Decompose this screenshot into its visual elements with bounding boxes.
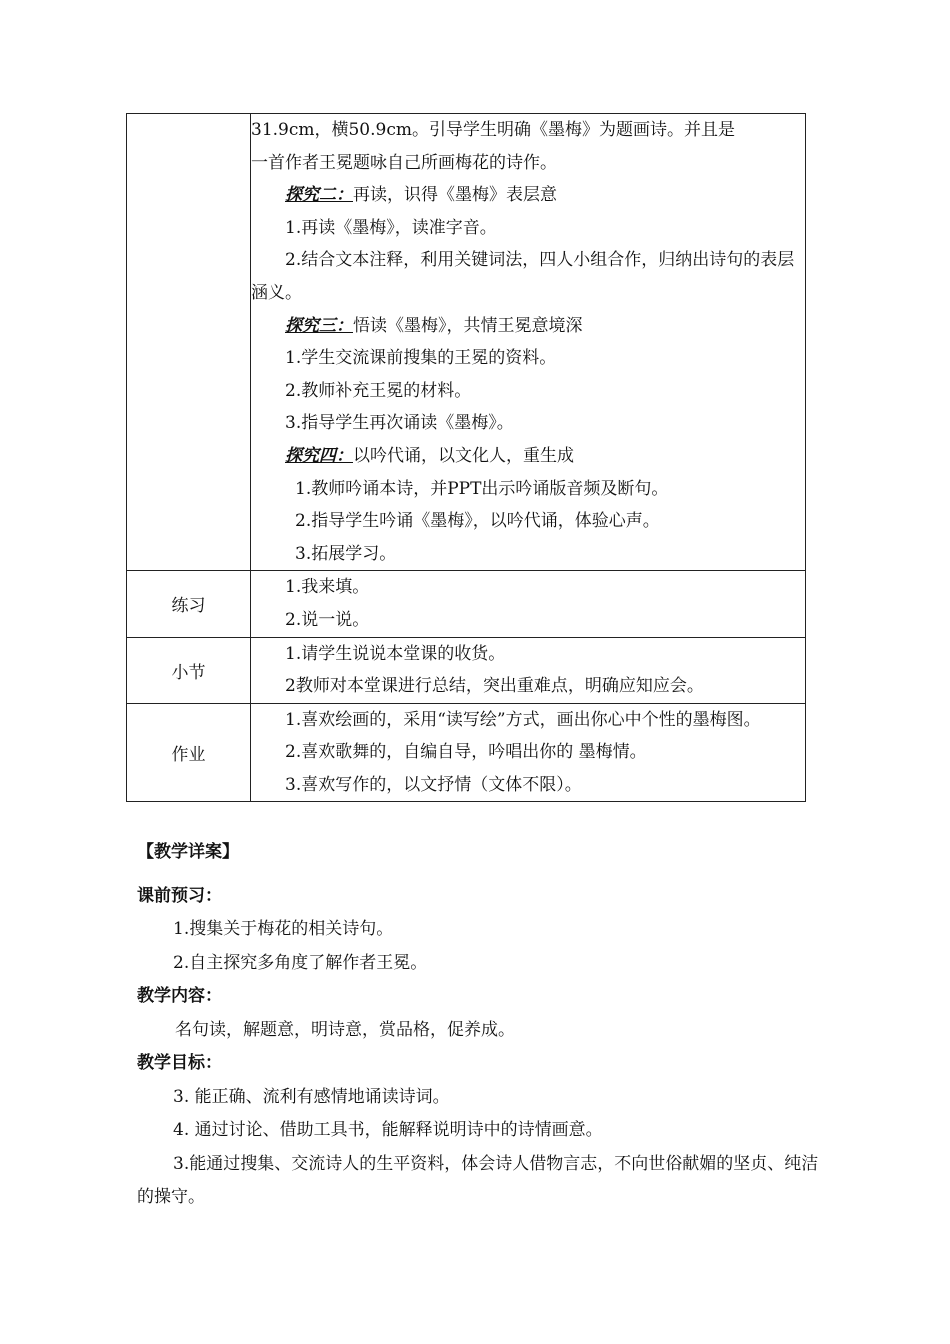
- table-row: [127, 637, 806, 703]
- preview-heading: 课前预习：: [137, 885, 222, 906]
- text-line: 4. 通过讨论、借助工具书，能解释说明诗中的诗情画意。: [173, 1120, 603, 1140]
- text-line: 1.学生交流课前搜集的王冕的资料。: [285, 348, 557, 369]
- explore4-text: 以吟代诵，以文化人，重生成: [353, 445, 574, 466]
- text-line: 2.说一说。: [285, 609, 370, 630]
- text-line: 2.喜欢歌舞的，自编自导，吟唱出你的 墨梅情。: [285, 742, 647, 763]
- table-row: [127, 114, 806, 571]
- text-line: 名句读，解题意，明诗意，赏品格，促养成。: [175, 1019, 515, 1040]
- text-line: 2.自主探究多角度了解作者王冕。: [173, 952, 428, 973]
- explore2-label: 探究二：: [285, 185, 353, 206]
- row-label-homework: 作业: [127, 703, 251, 802]
- text-line: 1.再读《墨梅》，读准字音。: [285, 217, 497, 238]
- text-line: 3.拓展学习。: [295, 543, 397, 564]
- explore4-label: 探究四：: [285, 445, 353, 466]
- lesson-table: [126, 113, 806, 802]
- text-line: 31.9cm，横50.9cm。引导学生明确《墨梅》为题画诗。并且是: [251, 120, 735, 140]
- explore2-heading: [251, 179, 805, 212]
- table-row: [127, 571, 806, 637]
- table-row: [127, 703, 806, 802]
- content-heading: 教学内容：: [137, 986, 222, 1006]
- goals-heading: 教学目标：: [137, 1053, 222, 1073]
- text-line: 3.指导学生再次诵读《墨梅》。: [285, 413, 514, 434]
- text-line: 3. 能正确、流利有感情地诵读诗词。: [173, 1086, 450, 1107]
- explore4-heading: [251, 440, 805, 473]
- row-label-practice: 练习: [127, 571, 251, 637]
- row-label-empty: [127, 114, 251, 571]
- section-title: 【教学详案】: [137, 842, 239, 862]
- explore2-text: 再读，识得《墨梅》表层意: [353, 185, 557, 206]
- text-line: 2.结合文本注释，利用关键词法，四人小组合作，归纳出诗句的表层涵义。: [251, 250, 795, 303]
- text-line: 一首作者王冕题咏自己所画梅花的诗作。: [251, 152, 557, 173]
- row-content-practice: [251, 571, 806, 637]
- text-line: 1.喜欢绘画的，采用“读写绘”方式，画出你心中个性的墨梅图。: [285, 709, 761, 730]
- text-line: 2.教师补充王冕的材料。: [285, 380, 472, 401]
- row-content-summary: [251, 637, 806, 703]
- text-line: 3.喜欢写作的，以文抒情（文体不限）。: [285, 774, 582, 795]
- row-content-homework: [251, 703, 806, 802]
- explore3-heading: [251, 310, 805, 343]
- row-label-summary: 小节: [127, 637, 251, 703]
- text-line: 1.教师吟诵本诗，并PPT出示吟诵版音频及断句。: [295, 478, 669, 499]
- text-line: 2.指导学生吟诵《墨梅》，以吟代诵，体验心声。: [295, 511, 660, 532]
- explore3-label: 探究三：: [285, 315, 353, 336]
- lesson-plan-section: [137, 836, 827, 1215]
- explore3-text: 悟读《墨梅》，共情王冕意境深: [353, 315, 583, 336]
- text-line: 2教师对本堂课进行总结，突出重难点，明确应知应会。: [285, 676, 704, 697]
- text-line: 1.我来填。: [285, 577, 370, 598]
- text-line: 1.请学生说说本堂课的收货。: [285, 643, 506, 664]
- row-content-process: [251, 114, 806, 571]
- text-line: 1.搜集关于梅花的相关诗句。: [173, 919, 394, 939]
- text-line: 3.能通过搜集、交流诗人的生平资料，体会诗人借物言志，不向世俗献媚的坚贞、纯洁的操守。: [137, 1153, 819, 1207]
